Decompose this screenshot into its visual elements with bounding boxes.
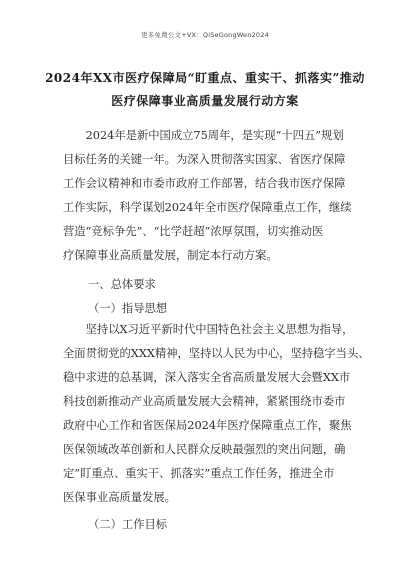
paragraph-line: 稳中求进的总基调，深入落实全省高质量发展大会暨XX市 bbox=[63, 371, 351, 384]
paragraph-line: 科技创新推动产业高质量发展大会精神，紧紧围绕市委市 bbox=[63, 395, 346, 408]
paragraph-line: 坚持以X习近平新时代中国特色社会主义思想为指导， bbox=[63, 323, 354, 336]
paragraph-line: 营造“竞标争先”、“比学赶超”浓厚氛围，切实推动医 bbox=[63, 225, 324, 238]
paragraph-line: 工作实际，科学谋划2024年全市医疗保障重点工作，继续 bbox=[63, 201, 352, 214]
paragraph-line: 2024年是新中国成立75周年，是实现“十四五”规划 bbox=[63, 129, 344, 142]
paragraph-line: 全面贯彻党的XXX精神，坚持以人民为中心，坚持稳字当头、 bbox=[63, 347, 370, 360]
document-title-line-1: 2024年XX市医疗保障局“盯重点、重实干、抓落实”推动 bbox=[45, 71, 365, 85]
section-heading-general-requirements: 一、总体要求 bbox=[88, 278, 156, 291]
paragraph-line: 医保事业高质量发展。 bbox=[63, 491, 176, 504]
paragraph-line: 政府中心工作和省医保局2024年医疗保障重点工作，聚焦 bbox=[63, 419, 352, 432]
header-note: 更多免费公文+VX：QiSeGongWen2024 bbox=[141, 31, 269, 39]
intro-paragraph bbox=[63, 124, 358, 268]
guiding-ideology-paragraph bbox=[63, 318, 370, 510]
paragraph-line: 目标任务的关键一年。为深入贯彻落实国家、省医疗保障 bbox=[63, 153, 346, 166]
paragraph-line: 疗保障事业高质量发展，制定本行动方案。 bbox=[63, 249, 278, 262]
subsection-heading-work-goals: （二）工作目标 bbox=[88, 518, 168, 531]
paragraph-line: 定“盯重点、重实干、抓落实”重点工作任务，推进全市 bbox=[63, 467, 335, 480]
paragraph-line: 工作会议精神和市委市政府工作部署，结合我市医疗保障 bbox=[63, 177, 346, 190]
subsection-heading-guiding-ideology: （一）指导思想 bbox=[88, 302, 168, 315]
document-title-line-2: 医疗保障事业高质量发展行动方案 bbox=[111, 94, 299, 108]
paragraph-line: 医保领域改革创新和人民群众反映最强烈的突出问题，确 bbox=[63, 443, 346, 456]
